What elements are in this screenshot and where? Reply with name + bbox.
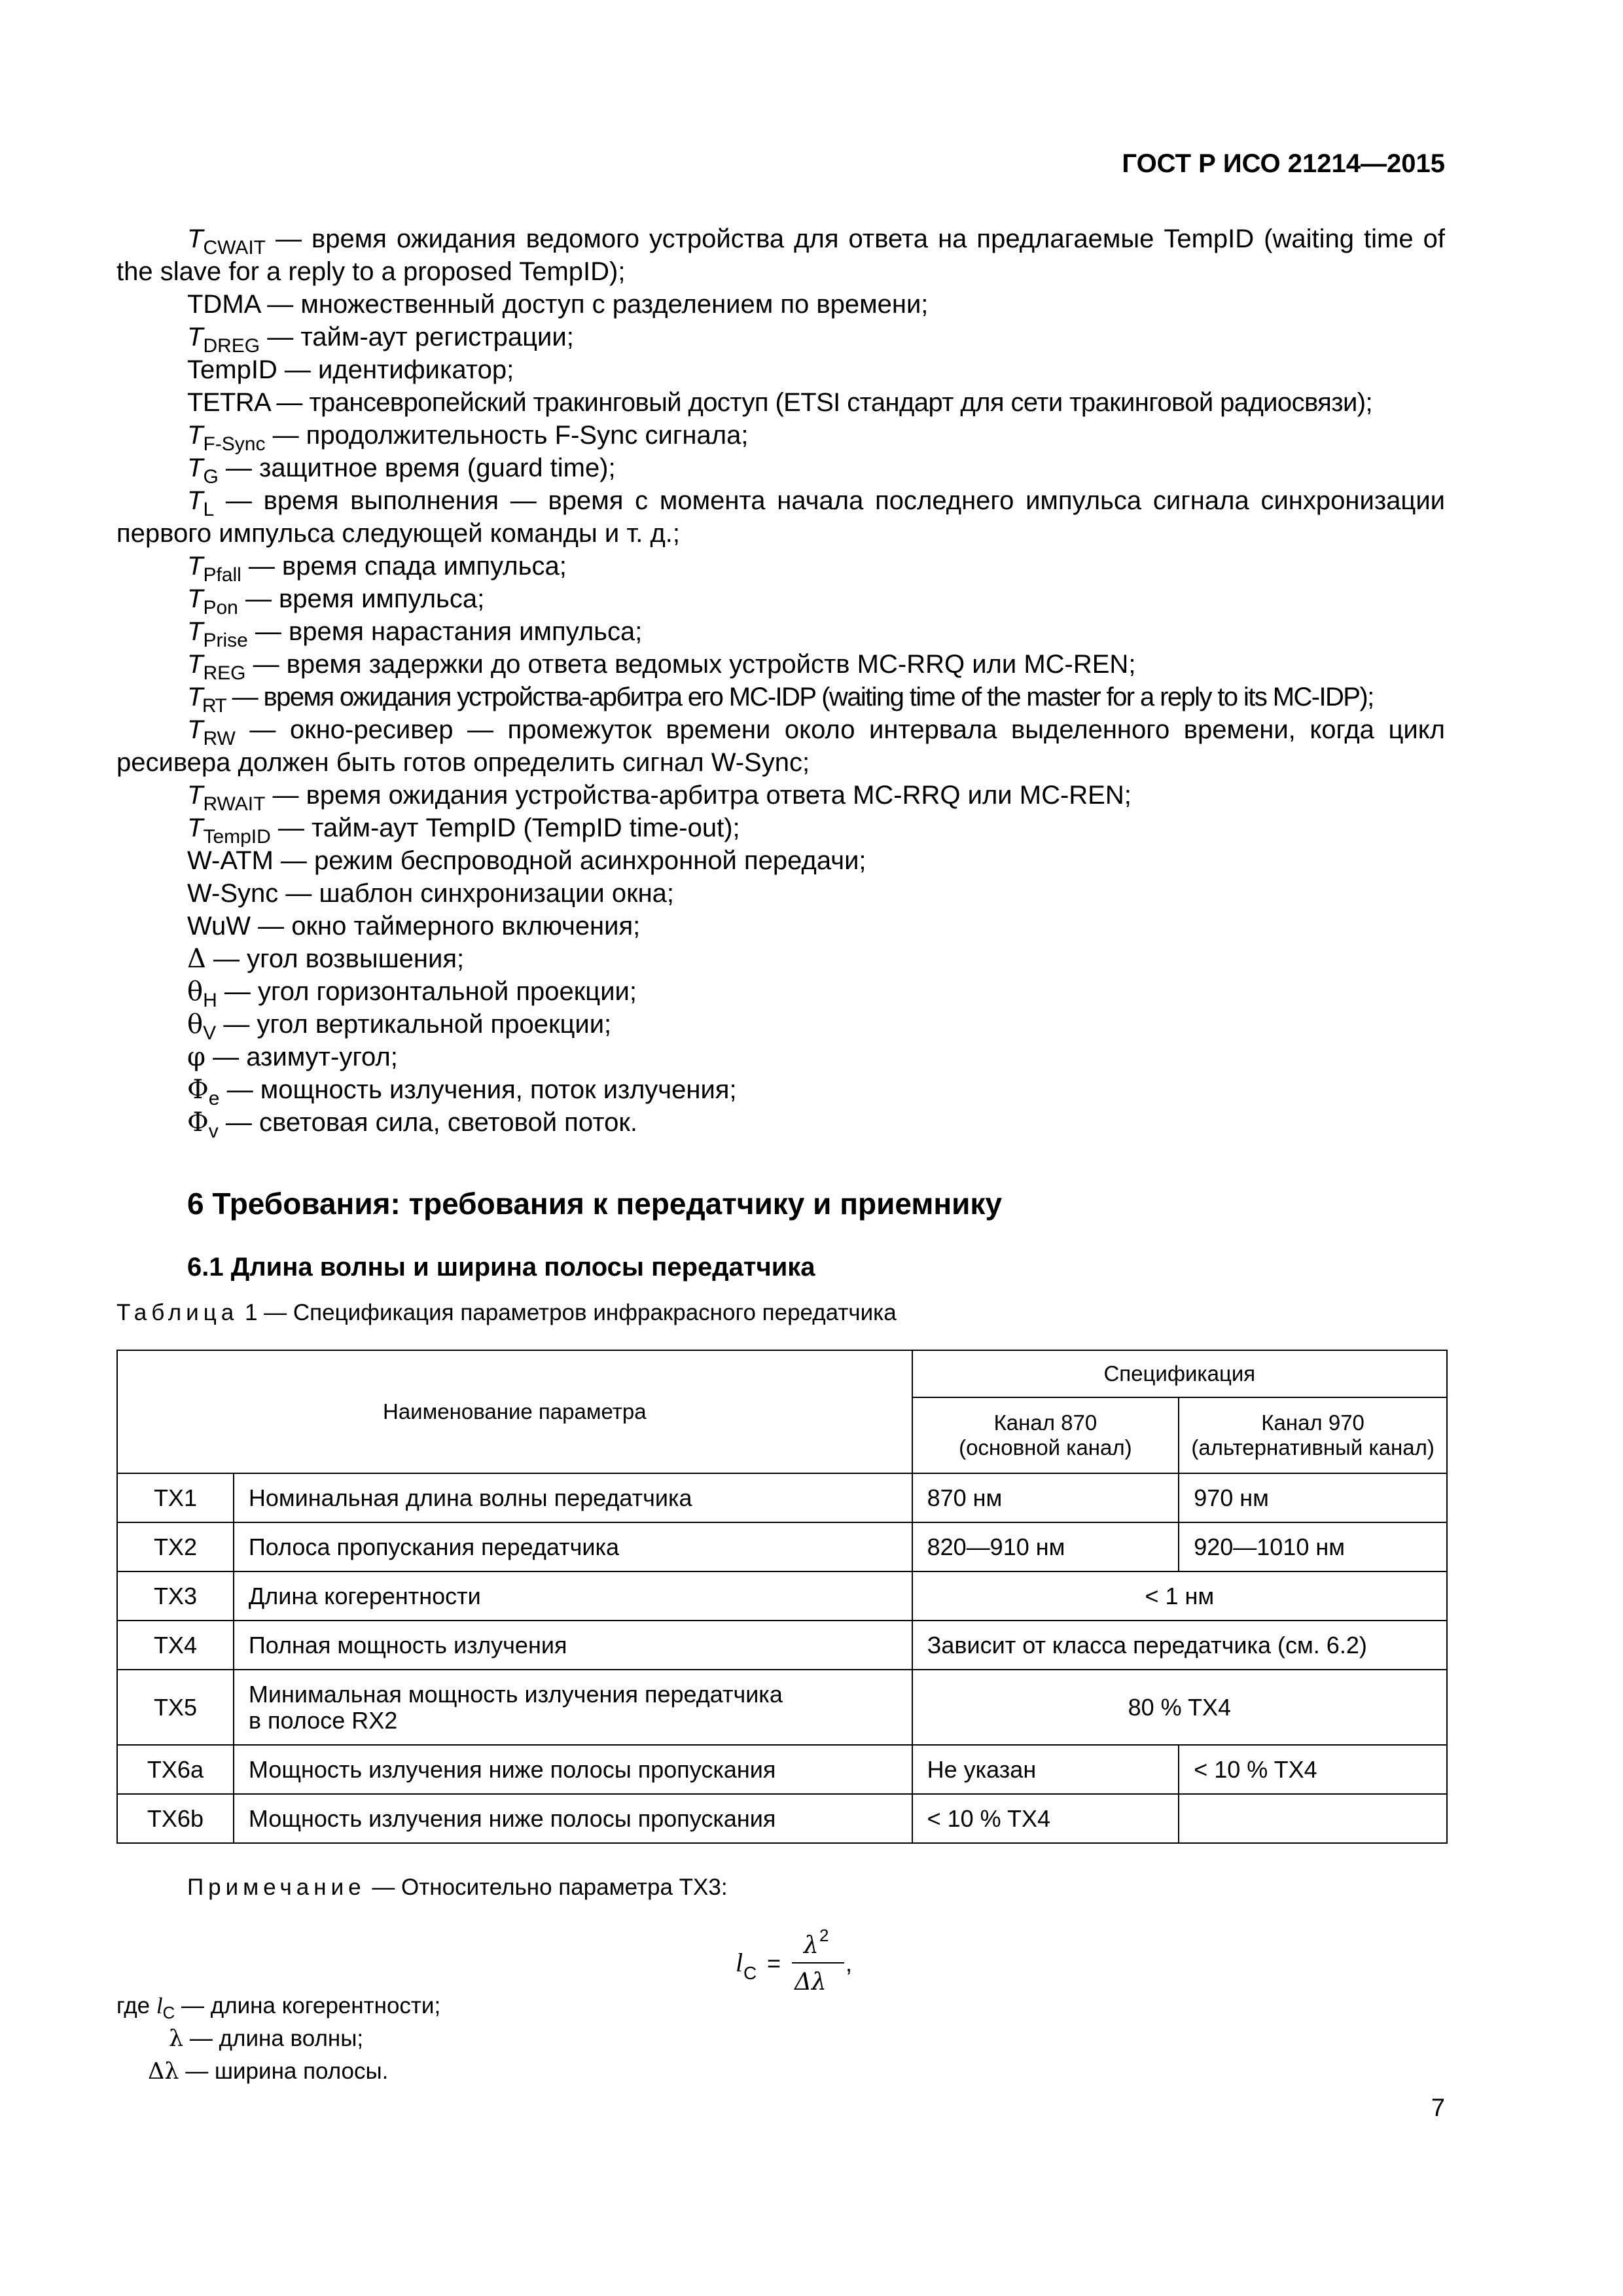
table-row [117,1794,1447,1843]
row-id: TX6b [117,1794,234,1843]
definition-item: TempID — идентификатор; [187,355,514,384]
formula-trail: , [846,1950,853,1977]
definition-item: $T_{RWAIT}$ — время ожидания устройства-арбитра ответа MC-RRQ или MC-REN; [187,781,1132,815]
row-value-merged: 80 % TX4 [912,1670,1447,1745]
legend-item: λ — длина волны; [169,2026,364,2052]
row-value-970: 920—1010 нм [1179,1522,1447,1571]
definition-item: $T_{CWAIT}$ — время ожидания ведомого устройства для ответа на предлагаемые TempID (waiting time of the slave for a reply to a proposed TempID); [116,224,1445,286]
row-id: TX2 [117,1522,234,1571]
definition-item: W-ATM — режим беспроводной асинхронной передачи; [187,846,866,875]
definition-item: Δ — угол возвышения; [187,944,465,974]
formula-numerator-sup: 2 [819,1926,829,1945]
legend-item: Δλ — ширина полосы. [148,2058,389,2085]
table-header-row [117,1350,1447,1397]
row-parameter: Полоса пропускания передатчика [234,1522,912,1571]
row-value-970: 970 нм [1179,1473,1447,1522]
header-specification: Спецификация [912,1350,1447,1397]
row-value-870: Не указан [912,1745,1179,1794]
definition-item: $\Phi_v$ — световая сила, световой поток. [187,1107,637,1142]
row-parameter: Номинальная длина волны передатчика [234,1473,912,1522]
header-channel-870: Канал 870 (основной канал) [912,1397,1179,1473]
table-row [117,1522,1447,1571]
header-channel-970: Канал 970 (альтернативный канал) [1179,1397,1447,1473]
definition-item: $T_L$ — время выполнения — время с момента начала последнего импульса сигнала синхронизации первого импульса следующей команды и т. д.; [116,486,1445,548]
row-value-970 [1179,1794,1447,1843]
row-id: TX1 [117,1473,234,1522]
row-value-870: < 10 % TX4 [912,1794,1179,1843]
definition-item: WuW — окно таймерного включения; [187,912,641,941]
document-header: ГОСТ Р ИСО 21214—2015 [1122,149,1445,178]
formula-lhs: l [736,1948,743,1977]
definitions-list [116,223,1445,1142]
table-note: Примечание — Относительно параметра TX3: [187,1874,728,1900]
row-parameter: Полная мощность излучения [234,1621,912,1670]
table-row [117,1473,1447,1522]
row-id: TX4 [117,1621,234,1670]
section-6-1-heading: 6.1 Длина волны и ширина полосы передатчика [187,1253,815,1282]
coherence-length-formula [733,1924,877,1996]
definition-item: $T_{DREG}$ — тайм-аут регистрации; [187,323,574,357]
definition-item: $T_{REG}$ — время задержки до ответа ведомых устройств MC-RRQ или MC-REN; [187,650,1136,684]
row-id: TX3 [117,1571,234,1621]
row-id: TX6a [117,1745,234,1794]
formula-legend [116,1990,440,2088]
formula-numerator: λ [804,1932,819,1959]
definition-item: $T_{TempID}$ — тайм-аут TempID (TempID time-out); [187,814,740,848]
definition-item: TDMA — множественный доступ с разделением по времени; [187,290,929,319]
definition-item: $T_{RW}$ — окно-ресивер — промежуток времени около интервала выделенного времени, когда цикл ресивера должен быть готов определить сигнал W-Sync; [116,715,1445,777]
definition-item: φ — азимут-угол; [187,1042,398,1072]
row-parameter: Мощность излучения ниже полосы пропускания [234,1745,912,1794]
transmitter-spec-table [116,1350,1448,1844]
table-caption: Таблица 1 — Спецификация параметров инфракрасного передатчика [116,1300,897,1325]
table-row [117,1571,1447,1621]
row-id: TX5 [117,1670,234,1745]
section-6-heading: 6 Требования: требования к передатчику и приемнику [187,1187,1003,1221]
header-parameter-name: Наименование параметра [117,1350,912,1473]
definition-item: TETRA — трансевропейский тракинговый доступ (ETSI стандарт для сети тракинговой радиосвязи); [187,388,1372,417]
definition-item: $T_G$ — защитное время (guard time); [187,454,616,488]
definition-item: W-Sync — шаблон синхронизации окна; [187,879,675,908]
definition-item: $T_{Prise}$ — время нарастания импульса; [187,617,643,651]
formula-eq: = [767,1950,781,1977]
definition-item: $T_{RT}$ — время ожидания устройства-арбитра его MC-IDP (waiting time of the master for a reply to its MC-IDP); [187,683,1374,717]
row-value-870: 870 нм [912,1473,1179,1522]
table-row [117,1745,1447,1794]
formula-lhs-sub: C [743,1963,757,1983]
definition-item: $T_{F-Sync}$ — продолжительность F-Sync сигнала; [187,421,749,455]
table-row [117,1621,1447,1670]
row-parameter: Минимальная мощность излучения передатчика в полосе RX2 [234,1670,912,1745]
row-value-merged: Зависит от класса передатчика (см. 6.2) [912,1621,1447,1670]
row-value-970: < 10 % TX4 [1179,1745,1447,1794]
definition-item: $\Phi_e$ — мощность излучения, поток излучения; [187,1075,737,1109]
page-number: 7 [1431,2094,1445,2122]
row-value-merged: < 1 нм [912,1571,1447,1621]
definition-item: $\theta_V$ — угол вертикальной проекции; [187,1009,612,1044]
definition-item: $T_{Pon}$ — время импульса; [187,584,485,619]
definition-item: $T_{Pfall}$ — время спада импульса; [187,552,567,586]
table-row [117,1670,1447,1745]
row-parameter: Длина когерентности [234,1571,912,1621]
row-parameter: Мощность излучения ниже полосы пропускания [234,1794,912,1843]
row-value-870: 820—910 нм [912,1522,1179,1571]
formula-denominator: Δλ [794,1969,827,1996]
definition-item: $\theta_H$ — угол горизонтальной проекции; [187,977,637,1011]
legend-item: где $l_C$ — длина когерентности; [116,1993,441,2022]
